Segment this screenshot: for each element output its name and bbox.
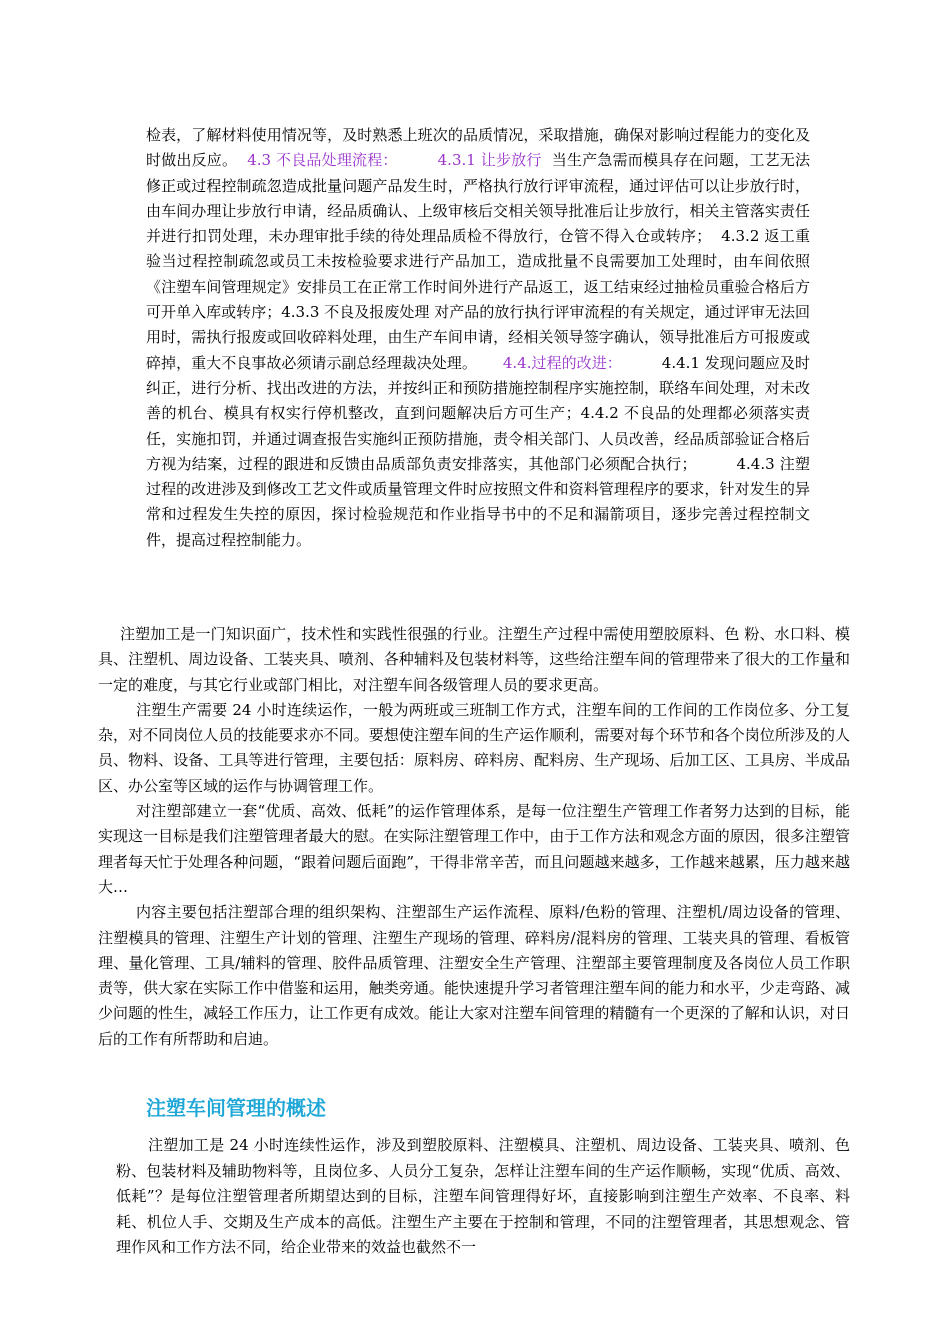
intro-paragraph-3: 对注塑部建立一套“优质、高效、低耗”的运作管理体系，是每一位注塑生产管理工作者努力达到的目标，能实现这一目标是我们注塑管理者最大的慰。在实际注塑管理工作中，由于工作方法和观念方面的原因，很多注塑管理者每天忙于处理各种问题，“跟着问题后面跑”，干得非常辛苦，而且问题越来越多，工作越来越累，压力越来越大… bbox=[98, 802, 850, 896]
intro-paragraph-2: 注塑生产需要 24 小时连续运作，一般为两班或三班制工作方式，注塑车间的工作间的工作岗位多、分工复杂，对不同岗位人员的技能要求亦不同。要想使注塑车间的生产运作顺利，需要对每个环节和各个岗位所涉及的人员、物料、设备、工具等进行管理，主要包括：原料房、碎料房、配料房、生产现场、后加工区、工具房、半成品区、办公室等区域的运作与协调管理工作。 bbox=[98, 700, 850, 795]
overview-paragraph: 注塑加工是 24 小时连续性运作，涉及到塑胶原料、注塑模具、注塑机、周边设备、工装夹具、喷剂、色粉、包装材料及辅助物料等，且岗位多、人员分工复杂，怎样让注塑车间的生产运作顺畅，实现“优质、高效、低耗”？是每位注塑管理者所期望达到的目标，注塑车间管理得好坏，直接影响到注塑生产效率、不良率、料耗、机位人手、交期及生产成本的高低。注塑生产主要在于控制和管理，不同的注塑管理者，其思想观念、管理作风和工作方法不同，给企业带来的效益也截然不一 bbox=[116, 1136, 850, 1257]
paragraph-4-3-3: 4.3.3 不良及报废处理 对产品的放行执行评审流程的有关规定，通过评审无法回用时，需执行报废或回收碎料处理，由生产车间申请，经相关领导签字确认，领导批准后方可报废或碎掉，重大不良事故必须请示副总经理裁决处理。 bbox=[146, 303, 810, 372]
intro-paragraph-4: 内容主要包括注塑部合理的组织架构、注塑部生产运作流程、原料/色粉的管理、注塑机/周边设备的管理、注塑模具的管理、注塑生产计划的管理、注塑生产现场的管理、碎料房/混料房的管理、工装夹具的管理、看板管理、量化管理、工具/辅料的管理、胶件品质管理、注塑安全生产管理、注塑部主要管理制度及各岗位人员工作职责等，供大家在实际工作中借鉴和运用，触类旁通。能快速提升学习者管理注塑车间的能力和水平，少走弯路、减少问题的性生，减轻工作压力，让工作更有成效。能让大家对注塑车间管理的精髓有一个更深的了解和认识，对日后的工作有所帮助和启迪。 bbox=[98, 903, 850, 1048]
paragraph-inspection: 检表，了解材料使用情况等，及时熟悉上班次的品质情况，采取措施，确保对影响过程能力的变化及时做出反应。 bbox=[146, 126, 810, 170]
intro-paragraph-1: 注塑加工是一门知识面广，技术性和实践性很强的行业。注塑生产过程中需使用塑胶原料、色 粉、水口料、模具、注塑机、周边设备、工装夹具、喷剂、各种辅料及包装材料等，这些给注塑车间的管理带来了很大的工作量和一定的难度，与其它行业或部门相比，对注塑车间各级管理人员的要求更高。 bbox=[98, 625, 850, 694]
paragraph-4-3-1: 当生产急需而模具存在问题，工艺无法修正或过程控制疏忽造成批量问题产品发生时，严格执行放行评审流程，通过评估可以让步放行时，由车间办理让步放行申请，经品质确认、上级审核后交相关领导批准后让步放行，相关主管落实责任并进行扣罚处理，未办理审批手续的待处理品质检不得放行，仓管不得入仓或转序； bbox=[146, 151, 810, 246]
paragraph-4-4-3: 4.4.3 注塑过程的改进涉及到修改工艺文件或质量管理文件时应按照文件和资料管理程序的要求，针对发生的异常和过程发生失控的原因，探讨检验规范和作业指导书中的不足和漏箭项目，逐步完善过程控制文件，提高过程控制能力。 bbox=[146, 454, 811, 549]
paragraph-4-3-2: 4.3.2 返工重验当过程控制疏忽或员工未按检验要求进行产品加工，造成批量不良需要加工处理时，由车间依照《注塑车间管理规定》安排员工在正常工作时间外进行产品返工，返工结束经过抽检员重验合格后方可开单入库或转序； bbox=[146, 227, 810, 322]
section-heading: 注塑车间管理的概述 bbox=[146, 1096, 326, 1120]
introduction-section bbox=[98, 622, 850, 1052]
process-control-section bbox=[146, 123, 810, 553]
heading-4-3-1: 4.3.1 让步放行 bbox=[437, 151, 542, 170]
heading-4-3: 4.3 不良品处理流程： bbox=[247, 151, 398, 170]
heading-4-4: 4.4.过程的改进： bbox=[502, 353, 622, 372]
paragraph-4-4-2: 4.4.2 不良品的处理都必须落实责任，实施扣罚，并通过调查报告实施纠正预防措施，责令相关部门、人员改善，经品质部验证合格后方视为结案，过程的跟进和反馈由品质部负责安排落实，其他部门必须配合执行； bbox=[146, 404, 810, 473]
paragraph-4-4-1: 4.4.1 发现问题应及时纠正，进行分析、找出改进的方法，并按纠正和预防措施控制程序实施控制，联络车间处理，对未改善的机台、模具有权实行停机整改，直到问题解决后方可生产； bbox=[146, 353, 810, 423]
